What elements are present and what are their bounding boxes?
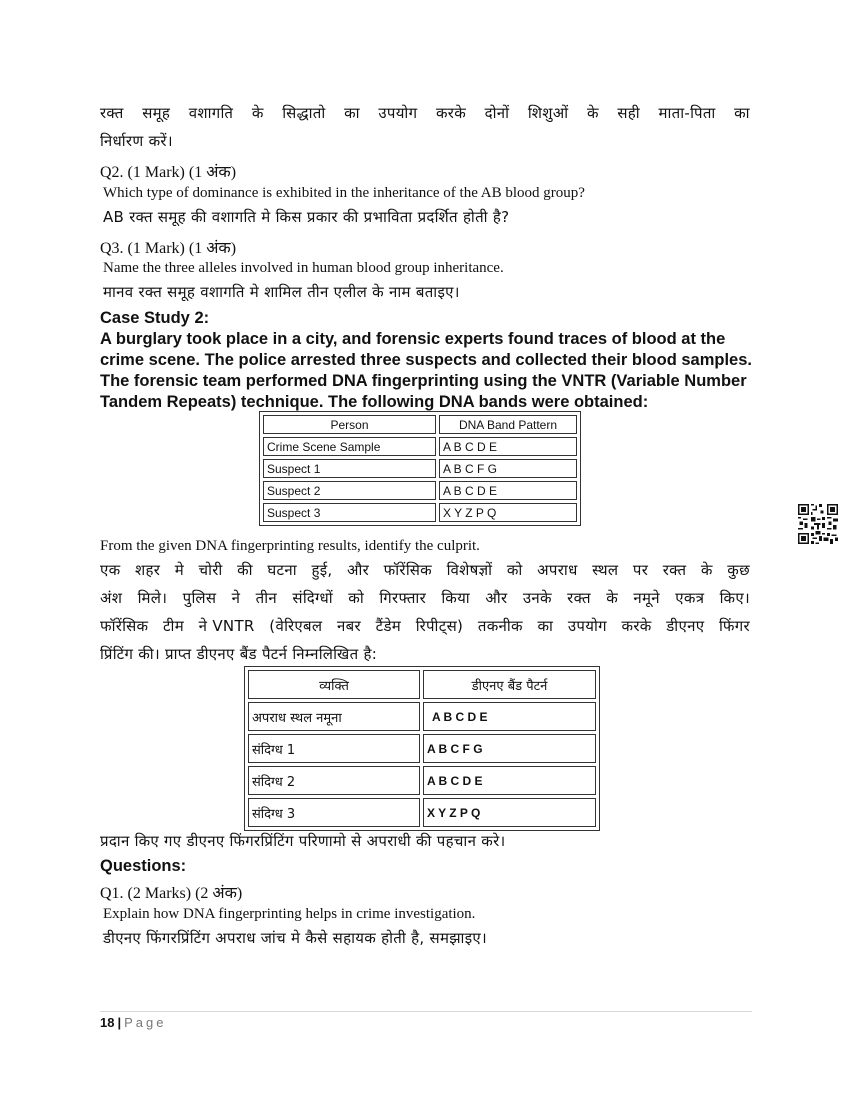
word: रक्त: [662, 561, 687, 579]
word: किए।: [719, 589, 750, 607]
word: के: [586, 104, 599, 122]
hindi-paragraph-line-2: [100, 588, 750, 608]
word: किया: [441, 589, 470, 607]
word: और: [485, 589, 508, 607]
word: पर: [632, 561, 649, 579]
word: एक: [100, 561, 121, 579]
case-study-line-4: Tandem Repeats) technique. The following DNA bands were obtained:: [100, 393, 649, 411]
table-row: [263, 481, 577, 500]
word: के: [700, 561, 713, 579]
word: शहर: [134, 561, 161, 579]
person-cell: संदिग्ध 2: [248, 766, 420, 795]
table-header-row: [248, 670, 596, 699]
top-hindi-line-1: [100, 103, 750, 123]
identify-culprit-english: From the given DNA fingerprinting results, identify the culprit.: [100, 538, 480, 554]
word: रिपीट्स): [415, 617, 464, 635]
hindi-paragraph-line-3: [100, 616, 750, 636]
questions-heading: Questions:: [100, 857, 187, 875]
word: सही: [617, 104, 640, 122]
word: का: [734, 104, 750, 122]
word: की: [237, 561, 253, 579]
table-row: [248, 734, 596, 763]
table-row: [263, 459, 577, 478]
footer-rule: [100, 1011, 752, 1012]
word: विशेषज्ञों: [446, 561, 493, 579]
header-person-hindi: व्यक्ति: [248, 670, 420, 699]
person-cell: Crime Scene Sample: [263, 437, 436, 456]
q1-label: Q1. (2 Marks) (2 अंक): [100, 885, 243, 902]
word: टीम: [163, 617, 185, 635]
word: समूह: [142, 104, 171, 122]
footer-separator: |: [117, 1015, 122, 1030]
page-number: 18: [100, 1015, 115, 1030]
word: पुलिस: [182, 589, 217, 607]
case-study-line-3: The forensic team performed DNA fingerprinting using the VNTR (Variable Number: [100, 372, 747, 390]
word: (वेरिएबल: [269, 617, 323, 635]
word: के: [606, 589, 619, 607]
pattern-cell: A B C D E: [439, 437, 577, 456]
person-cell: संदिग्ध 1: [248, 734, 420, 763]
person-cell: संदिग्ध 3: [248, 798, 420, 827]
word: वशागति: [188, 104, 234, 122]
page-label: Page: [124, 1015, 167, 1030]
word: डीएनए: [666, 617, 705, 635]
q2-english: Which type of dominance is exhibited in the inheritance of the AB blood group?: [103, 185, 585, 201]
hindi-paragraph-line-1: [100, 560, 750, 580]
word: और: [347, 561, 370, 579]
table-row: [248, 798, 596, 827]
word: संदिग्धों: [292, 589, 333, 607]
word: मे: [174, 561, 184, 579]
page-footer: [100, 1015, 166, 1030]
pattern-cell: A B C D E: [423, 702, 596, 731]
word: मिले।: [137, 589, 168, 607]
word: ने VNTR: [198, 617, 255, 635]
qr-code-icon[interactable]: [798, 504, 838, 544]
word: फॉरेंसिक: [100, 617, 149, 635]
pattern-cell: X Y Z P Q: [439, 503, 577, 522]
case-study-line-2: crime scene. The police arrested three suspects and collected their blood samples.: [100, 351, 752, 369]
pattern-cell: A B C D E: [423, 766, 596, 795]
word: फिंगर: [718, 617, 750, 635]
pattern-cell: X Y Z P Q: [423, 798, 596, 827]
word: तीन: [255, 589, 278, 607]
person-cell: Suspect 3: [263, 503, 436, 522]
q3-label: Q3. (1 Mark) (1 अंक): [100, 240, 237, 257]
word: के: [251, 104, 264, 122]
table-row: [263, 437, 577, 456]
word: उपयोग: [567, 617, 607, 635]
table-row: [248, 766, 596, 795]
table-header-row: [263, 415, 577, 434]
word: को: [348, 589, 365, 607]
word: फॉरेंसिक: [383, 561, 433, 579]
word: स्थल: [592, 561, 619, 579]
q1-hindi: डीएनए फिंगरप्रिंटिंग अपराध जांच मे कैसे सहायक होती है, समझाइए।: [103, 929, 487, 947]
word: का: [537, 617, 554, 635]
q3-hindi: मानव रक्त समूह वशागति मे शामिल तीन एलील के नाम बताइए।: [103, 283, 460, 301]
word: रक्त: [100, 104, 124, 122]
word: हुई,: [311, 561, 333, 579]
case-study-title: Case Study 2:: [100, 309, 210, 327]
word: शिशुओं: [527, 104, 569, 122]
dna-table-english: [259, 411, 581, 526]
word: चोरी: [198, 561, 223, 579]
header-dna-band-pattern: DNA Band Pattern: [439, 415, 577, 434]
word: को: [506, 561, 523, 579]
table-row: [263, 503, 577, 522]
q2-hindi: AB रक्त समूह की वशागति मे किस प्रकार की प्रभाविता प्रदर्शित होती है?: [103, 208, 510, 226]
word: टैंडेम: [375, 617, 402, 635]
word: नमूने: [633, 589, 660, 607]
word: माता-पिता: [658, 104, 716, 122]
word: ने: [231, 589, 241, 607]
top-hindi-line-2: निर्धारण करें।: [100, 132, 173, 150]
word: अंश: [100, 589, 123, 607]
identify-culprit-hindi: प्रदान किए गए डीएनए फिंगरप्रिंटिंग परिणामो से अपराधी की पहचान करे।: [100, 832, 506, 850]
table-row: [248, 702, 596, 731]
person-cell: अपराध स्थल नमूना: [248, 702, 420, 731]
word: कुछ: [727, 561, 750, 579]
word: एकत्र: [675, 589, 705, 607]
word: गिरफ्तार: [379, 589, 427, 607]
q3-english: Name the three alleles involved in human blood group inheritance.: [103, 260, 504, 276]
word: अपराध: [537, 561, 578, 579]
word: तकनीक: [477, 617, 523, 635]
hindi-paragraph-line-4: प्रिंटिंग की। प्राप्त डीएनए बैंड पैटर्न निम्नलिखित है:: [100, 645, 378, 663]
word: सिद्धातो: [282, 104, 326, 122]
person-cell: Suspect 2: [263, 481, 436, 500]
word: उपयोग: [378, 104, 418, 122]
pattern-cell: A B C D E: [439, 481, 577, 500]
word: नबर: [337, 617, 361, 635]
word: दोनों: [484, 104, 510, 122]
pattern-cell: A B C F G: [439, 459, 577, 478]
pattern-cell: A B C F G: [423, 734, 596, 763]
dna-table-hindi: [244, 666, 600, 831]
word: घटना: [267, 561, 297, 579]
header-person: Person: [263, 415, 436, 434]
word: का: [344, 104, 360, 122]
case-study-line-1: A burglary took place in a city, and forensic experts found traces of blood at the: [100, 330, 726, 348]
word: करके: [435, 104, 467, 122]
word: उनके: [522, 589, 552, 607]
header-dna-band-pattern-hindi: डीएनए बैंड पैटर्न: [423, 670, 596, 699]
q2-label: Q2. (1 Mark) (1 अंक): [100, 164, 237, 181]
word: रक्त: [567, 589, 591, 607]
word: करके: [621, 617, 652, 635]
q1-english: Explain how DNA fingerprinting helps in crime investigation.: [103, 906, 476, 922]
person-cell: Suspect 1: [263, 459, 436, 478]
